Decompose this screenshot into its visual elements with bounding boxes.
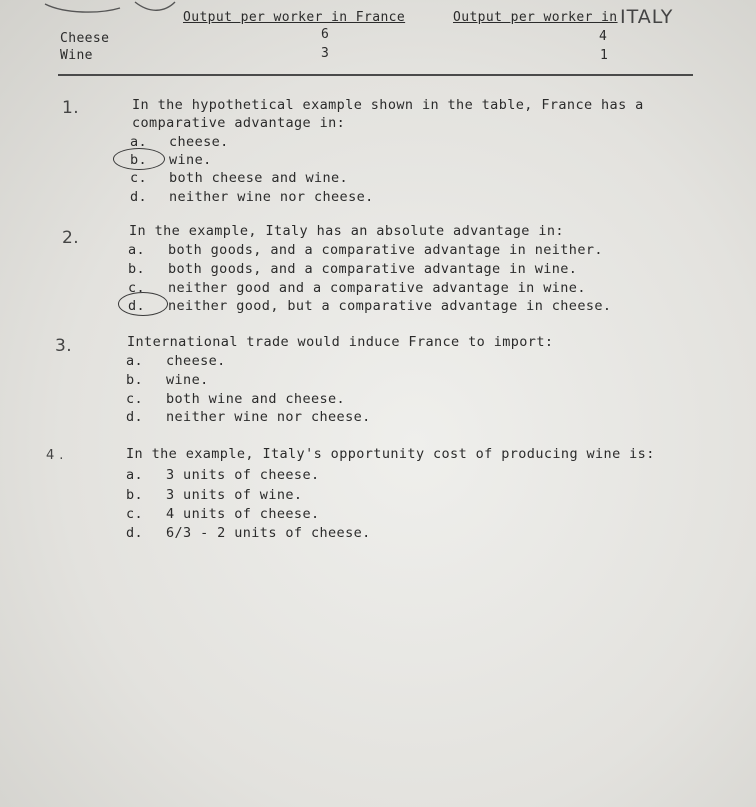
q4-option-d-text: 6/3 - 2 units of cheese. bbox=[166, 525, 371, 541]
question-4-text-line-1: In the example, Italy's opportunity cost of producing wine is: bbox=[126, 446, 655, 462]
q1-option-a-text: cheese. bbox=[169, 134, 229, 150]
question-4-number: 4 . bbox=[46, 448, 64, 463]
cell-italy-cheese: 4 bbox=[599, 29, 608, 44]
q1-option-c-letter: c. bbox=[130, 170, 148, 186]
q1-option-b-letter: b. bbox=[130, 152, 148, 168]
q3-option-a-letter: a. bbox=[126, 353, 144, 369]
q3-option-c-letter: c. bbox=[126, 391, 144, 407]
q3-option-d-letter: d. bbox=[126, 409, 144, 425]
question-2-text-line-1: In the example, Italy has an absolute advantage in: bbox=[129, 223, 564, 239]
row-label-wine: Wine bbox=[60, 48, 93, 63]
q3-option-a-text: cheese. bbox=[166, 353, 226, 369]
q2-option-c-letter: c. bbox=[128, 280, 146, 296]
answer-circle-q2 bbox=[118, 292, 168, 316]
row-label-cheese: Cheese bbox=[60, 31, 110, 46]
question-2-number: 2. bbox=[62, 228, 80, 248]
q1-option-d-letter: d. bbox=[130, 189, 148, 205]
question-3-number: 3. bbox=[55, 336, 73, 356]
header-italy-handwritten: ITALY bbox=[620, 6, 674, 28]
q2-option-a-text: both goods, and a comparative advantage in neither. bbox=[168, 242, 603, 258]
header-italy: Output per worker in bbox=[453, 10, 618, 25]
q2-option-c-text: neither good and a comparative advantage in wine. bbox=[168, 280, 586, 296]
question-1-text-line-1: In the hypothetical example shown in the table, France has a bbox=[132, 97, 644, 113]
question-3-text-line-1: International trade would induce France to import: bbox=[127, 334, 554, 350]
q3-option-b-letter: b. bbox=[126, 372, 144, 388]
question-1-number: 1. bbox=[62, 98, 80, 118]
q3-option-d-text: neither wine nor cheese. bbox=[166, 409, 371, 425]
q2-option-b-text: both goods, and a comparative advantage in wine. bbox=[168, 261, 578, 277]
q4-option-b-text: 3 units of wine. bbox=[166, 487, 303, 503]
question-1-text-line-2: comparative advantage in: bbox=[132, 115, 346, 131]
cell-france-wine: 3 bbox=[321, 46, 330, 61]
q4-option-a-letter: a. bbox=[126, 467, 144, 483]
q4-option-d-letter: d. bbox=[126, 525, 144, 541]
table-divider bbox=[58, 74, 693, 76]
cell-italy-wine: 1 bbox=[600, 48, 609, 63]
q4-option-a-text: 3 units of cheese. bbox=[166, 467, 320, 483]
q1-option-b-text: wine. bbox=[169, 152, 212, 168]
header-france: Output per worker in France bbox=[183, 10, 406, 25]
q2-option-a-letter: a. bbox=[128, 242, 146, 258]
q1-option-a-letter: a. bbox=[130, 134, 148, 150]
q4-option-c-letter: c. bbox=[126, 506, 144, 522]
q2-option-d-letter: d. bbox=[128, 298, 146, 314]
q4-option-c-text: 4 units of cheese. bbox=[166, 506, 320, 522]
q3-option-c-text: both wine and cheese. bbox=[166, 391, 346, 407]
q1-option-d-text: neither wine nor cheese. bbox=[169, 189, 374, 205]
cell-france-cheese: 6 bbox=[321, 27, 330, 42]
q4-option-b-letter: b. bbox=[126, 487, 144, 503]
q2-option-b-letter: b. bbox=[128, 261, 146, 277]
answer-circle-q1 bbox=[113, 148, 165, 170]
q1-option-c-text: both cheese and wine. bbox=[169, 170, 349, 186]
handwritten-scribble bbox=[40, 0, 180, 22]
q3-option-b-text: wine. bbox=[166, 372, 209, 388]
q2-option-d-text: neither good, but a comparative advantage in cheese. bbox=[168, 298, 612, 314]
